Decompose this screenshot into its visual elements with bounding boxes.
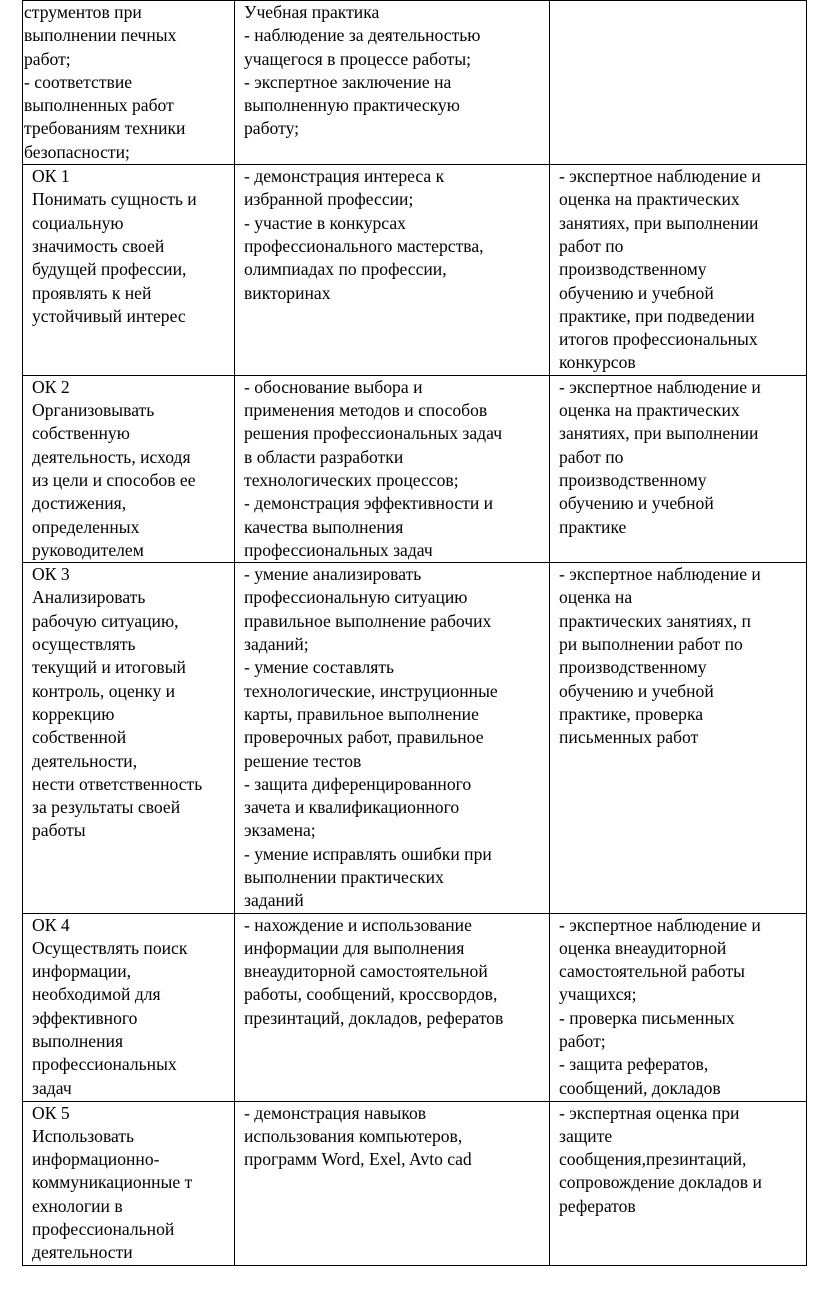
assessment-cell: - экспертное наблюдение и оценка внеаудиторной самостоятельной работы учащихся; - проверка письменных работ; - защита рефератов, сообщений, докладов <box>550 913 807 1101</box>
indicators-cell: - умение анализировать профессиональную ситуацию правильное выполнение рабочих заданий; - умение составлять технологические, инструционные карты, правильное выполнение проверочных работ, правильное решение тестов - защита диференцированного зачета и квалификационного экзамена; - умение исправлять ошибки при выполнении практических заданий <box>235 563 550 913</box>
criterion-cell: ОК 5 Использовать информационно- коммуникационные т ехнологии в профессиональной деятельности <box>23 1101 235 1265</box>
criterion-cell: ОК 1 Понимать сущность и социальную значимость своей будущей профессии, проявлять к ней устойчивый интерес <box>23 165 235 376</box>
assessment-cell: - экспертное наблюдение и оценка на практических занятиях, при выполнении работ по производственному обучению и учебной практике, при подведении итогов профессиональных конкурсов <box>550 165 807 376</box>
assessment-cell: - экспертная оценка при защите сообщения,презинтаций, сопровождение докладов и рефератов <box>550 1101 807 1265</box>
assessment-cell: - экспертное наблюдение и оценка на практических занятиях, п ри выполнении работ по производственному обучению и учебной практике, проверка письменных работ <box>550 563 807 913</box>
assessment-cell <box>550 1 807 165</box>
table-row <box>23 913 807 1101</box>
criterion-cell: ОК 3 Анализировать рабочую ситуацию, осуществлять текущий и итоговый контроль, оценку и коррекцию собственной деятельности, нести ответственность за результаты своей работы <box>23 563 235 913</box>
table-row <box>23 1101 807 1265</box>
indicators-cell: - демонстрация интереса к избранной профессии; - участие в конкурсах профессионального мастерства, олимпиадах по профессии, викторинах <box>235 165 550 376</box>
indicators-cell: - нахождение и использование информации для выполнения внеаудиторной самостоятельной работы, сообщений, кроссвордов, презинтаций, докладов, рефератов <box>235 913 550 1101</box>
criterion-cell: ОК 2 Организовывать собственную деятельность, исходя из цели и способов ее достижения, определенных руководителем <box>23 375 235 562</box>
table-row <box>23 563 807 913</box>
assessment-table <box>22 0 807 1266</box>
table-row <box>23 165 807 376</box>
indicators-cell: Учебная практика - наблюдение за деятельностью учащегося в процессе работы; - экспертное заключение на выполненную практическую работу; <box>235 1 550 165</box>
indicators-cell: - обоснование выбора и применения методов и способов решения профессиональных задач в области разработки технологических процессов; - демонстрация эффективности и качества выполнения профессиональных задач <box>235 375 550 562</box>
criterion-cell: струментов при выполнении печных работ; - соответствие выполненных работ требованиям техники безопасности; <box>23 1 235 165</box>
indicators-cell: - демонстрация навыков использования компьютеров, программ Word, Exel, Avto cad <box>235 1101 550 1265</box>
criterion-cell: ОК 4 Осуществлять поиск информации, необходимой для эффективного выполнения профессиональных задач <box>23 913 235 1101</box>
assessment-cell: - экспертное наблюдение и оценка на практических занятиях, при выполнении работ по производственному обучению и учебной практике <box>550 375 807 562</box>
table-row <box>23 375 807 562</box>
table-row <box>23 1 807 165</box>
